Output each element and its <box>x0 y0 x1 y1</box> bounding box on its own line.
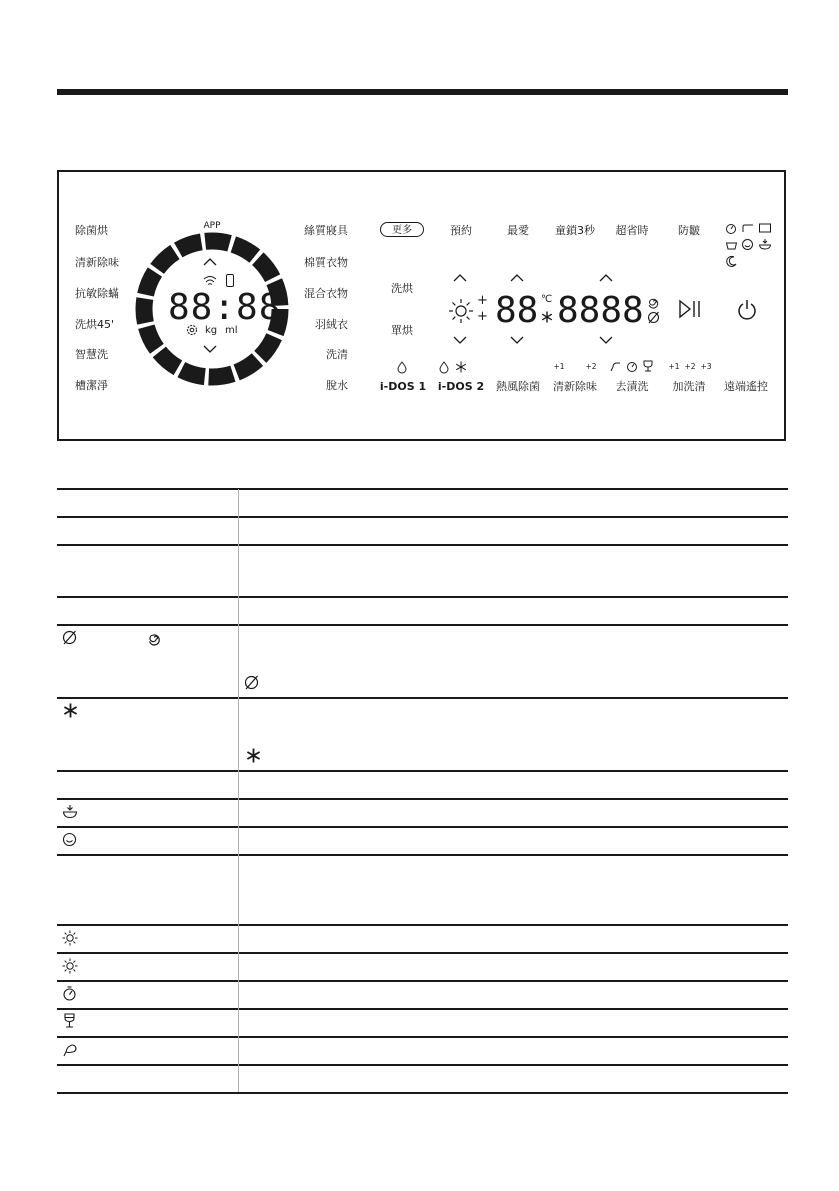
wineglass-icon <box>642 360 654 373</box>
table-rule <box>57 924 788 926</box>
table-rule <box>57 1064 788 1066</box>
drop-icon <box>439 361 449 373</box>
power-icon[interactable] <box>737 299 757 321</box>
gear-icon <box>185 323 199 337</box>
program-label: 混合衣物 <box>304 287 348 300</box>
plus-sign: + <box>477 309 488 324</box>
table-rule <box>57 1092 788 1094</box>
spin-down-chevron-icon[interactable] <box>598 334 614 346</box>
program-label: 槽潔淨 <box>75 379 108 392</box>
table-rule <box>57 1036 788 1038</box>
moon-icon <box>725 255 738 268</box>
spiral-icon <box>647 295 660 308</box>
program-label: 脫水 <box>326 379 348 392</box>
snowflake-icon <box>455 361 467 373</box>
table-rule <box>57 770 788 772</box>
main-display: 8888 <box>557 290 644 331</box>
chevron-up-icon <box>202 256 218 270</box>
plus-two-mark: +2 <box>585 362 597 371</box>
program-label: 抗敏除蟎 <box>75 287 119 300</box>
face-icon <box>741 238 754 251</box>
refresh-button[interactable]: 清新除味 <box>553 380 597 393</box>
sun-icon <box>448 298 474 324</box>
shirt-icon <box>758 222 772 234</box>
snowflake-icon <box>63 703 78 718</box>
unit-ml: ml <box>225 325 238 336</box>
spin-up-chevron-icon[interactable] <box>598 272 614 284</box>
idos-2-button[interactable]: i-DOS 2 <box>437 380 485 393</box>
speed-button[interactable]: 超省時 <box>615 224 649 237</box>
wifi-icon <box>203 275 217 287</box>
rinse-up-chevron-icon[interactable] <box>509 272 525 284</box>
basin-icon <box>62 804 78 819</box>
app-label: APP <box>203 221 221 231</box>
table-rule <box>57 544 788 546</box>
phone-icon <box>225 273 235 288</box>
stopwatch-icon <box>62 986 77 1001</box>
tap-icon <box>62 1042 78 1057</box>
table-rule <box>57 798 788 800</box>
more-button[interactable]: 更多 <box>380 222 424 237</box>
anti-crease-button[interactable]: 防皺 <box>678 224 700 237</box>
unit-kg: kg <box>205 325 218 336</box>
table-rule <box>57 854 788 856</box>
table-rule <box>57 697 788 699</box>
idos-1-button[interactable]: i-DOS 1 <box>379 380 427 393</box>
header-rule <box>57 89 788 95</box>
schedule-button[interactable]: 預約 <box>450 224 472 237</box>
favourite-button[interactable]: 最愛 <box>507 224 529 237</box>
table-rule <box>57 516 788 518</box>
hot-air-hygiene-button[interactable]: 熱風除菌 <box>496 380 540 393</box>
remote-start-button[interactable]: 遠端遙控 <box>724 380 768 393</box>
dial-time-display: 88:88 <box>168 287 282 328</box>
celsius-unit: ℃ <box>541 294 553 305</box>
rinse-down-chevron-icon[interactable] <box>509 334 525 346</box>
spiral-icon <box>147 630 162 645</box>
program-label: 智慧洗 <box>75 348 108 361</box>
table-rule <box>57 980 788 982</box>
drop-icon <box>397 361 407 373</box>
basin-icon <box>758 238 772 250</box>
extra-rinse-button[interactable]: 加洗清 <box>672 380 706 393</box>
no-spin-icon <box>647 311 660 324</box>
temp-down-chevron-icon[interactable] <box>452 334 468 346</box>
dry-option-label: 單烘 <box>391 324 413 337</box>
table-rule <box>57 624 788 626</box>
table-column-divider <box>238 489 239 1092</box>
table-rule <box>57 826 788 828</box>
plus-three-mark: +3 <box>700 362 712 371</box>
program-label: 洗清 <box>326 348 348 361</box>
sun-icon <box>62 930 78 946</box>
snowflake-icon <box>246 748 261 763</box>
stain-removal-button[interactable]: 去漬洗 <box>615 380 649 393</box>
dry-option-label: 洗烘 <box>391 282 413 295</box>
program-label: 清新除味 <box>75 256 119 269</box>
play-pause-icon[interactable] <box>678 299 704 319</box>
table-rule <box>57 488 788 490</box>
program-label: 除菌烘 <box>75 224 108 237</box>
snowflake-icon <box>541 311 553 323</box>
table-rule <box>57 952 788 954</box>
temperature-display: 88 <box>495 290 539 331</box>
sun-icon <box>62 958 78 974</box>
wineglass-icon <box>63 1013 76 1029</box>
table-rule <box>57 1008 788 1010</box>
plus-one-mark: +1 <box>553 362 565 371</box>
child-lock-button[interactable]: 童鎖3秒 <box>555 224 595 237</box>
tap-icon <box>741 222 755 234</box>
no-spin-icon <box>244 675 259 690</box>
face-icon <box>62 832 77 847</box>
temp-up-chevron-icon[interactable] <box>452 272 468 284</box>
plus-sign: + <box>477 293 488 308</box>
program-label: 絲質寢具 <box>304 224 348 237</box>
program-label: 洗烘45' <box>75 318 115 331</box>
chevron-down-icon <box>202 342 218 356</box>
stopwatch-icon <box>626 360 638 372</box>
table-rule <box>57 596 788 598</box>
stopwatch-icon <box>725 222 737 234</box>
tap-icon <box>609 360 621 372</box>
no-spin-icon <box>62 630 77 645</box>
plus-one-mark: +1 <box>668 362 680 371</box>
program-label: 棉質衣物 <box>304 256 348 269</box>
plus-two-mark: +2 <box>684 362 696 371</box>
basket-icon <box>725 238 738 250</box>
program-label: 羽絨衣 <box>315 318 348 331</box>
